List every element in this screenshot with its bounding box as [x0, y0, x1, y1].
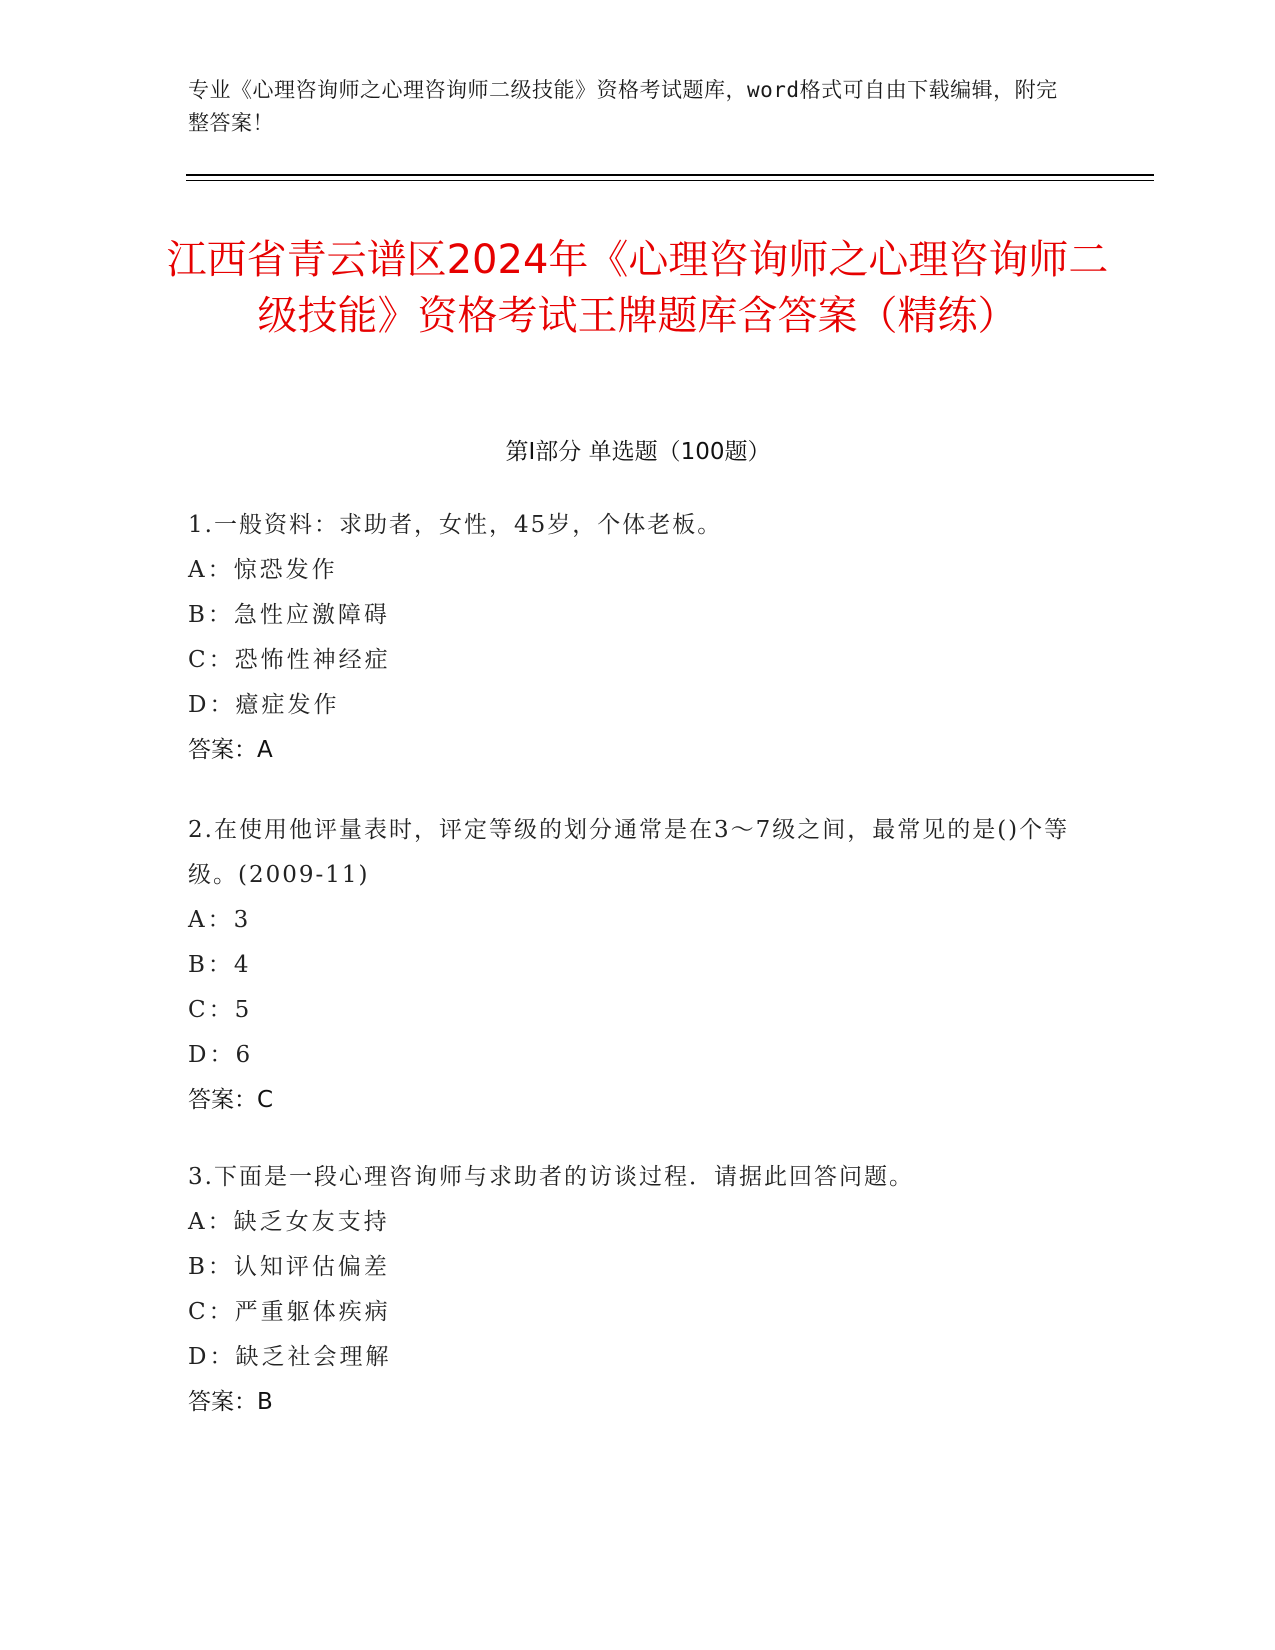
- document-title: 江西省青云谱区2024年《心理咨询师之心理咨询师二级技能》资格考试王牌题库含答案（精练）: [166, 237, 1109, 339]
- option-b: B：4: [188, 952, 252, 978]
- question-1: [188, 503, 1088, 773]
- option-d: D：癔症发作: [188, 692, 340, 718]
- option-c: C：恐怖性神经症: [188, 647, 391, 673]
- question-stem: 3.下面是一段心理咨询师与求助者的访谈过程．请据此回答问题。: [188, 1164, 914, 1190]
- answer-line: [188, 728, 1088, 773]
- question-3: [188, 1155, 1088, 1425]
- question-stem: 2.在使用他评量表时，评定等级的划分通常是在3～7级之间，最常见的是()个等级。(2009-11): [188, 817, 1070, 888]
- answer-value: A: [257, 737, 273, 763]
- option-d: D：6: [188, 1042, 254, 1068]
- question-2: [188, 808, 1088, 1123]
- answer-label: 答案：: [188, 1087, 257, 1113]
- option-b: B：认知评估偏差: [188, 1254, 390, 1280]
- option-c: C：5: [188, 997, 253, 1023]
- option-b: B：急性应激障碍: [188, 602, 390, 628]
- header-note: 专业《心理咨询师之心理咨询师二级技能》资格考试题库，word格式可自由下载编辑，附完整答案！: [188, 78, 1058, 135]
- section-heading: 第I部分 单选题（100题）: [505, 439, 771, 465]
- option-d: D：缺乏社会理解: [188, 1344, 392, 1370]
- question-stem: 1.一般资料：求助者，女性，45岁，个体老板。: [188, 512, 723, 538]
- answer-line: [188, 1380, 1088, 1425]
- answer-label: 答案：: [188, 1389, 257, 1415]
- option-a: A：缺乏女友支持: [188, 1209, 390, 1235]
- answer-line: [188, 1078, 1088, 1123]
- option-a: A：惊恐发作: [188, 557, 338, 583]
- header-divider-thin: [186, 180, 1154, 181]
- answer-value: C: [257, 1087, 274, 1113]
- option-c: C：严重躯体疾病: [188, 1299, 391, 1325]
- option-a: A：3: [188, 907, 252, 933]
- answer-value: B: [257, 1389, 273, 1415]
- answer-label: 答案：: [188, 737, 257, 763]
- header-divider: [186, 174, 1154, 176]
